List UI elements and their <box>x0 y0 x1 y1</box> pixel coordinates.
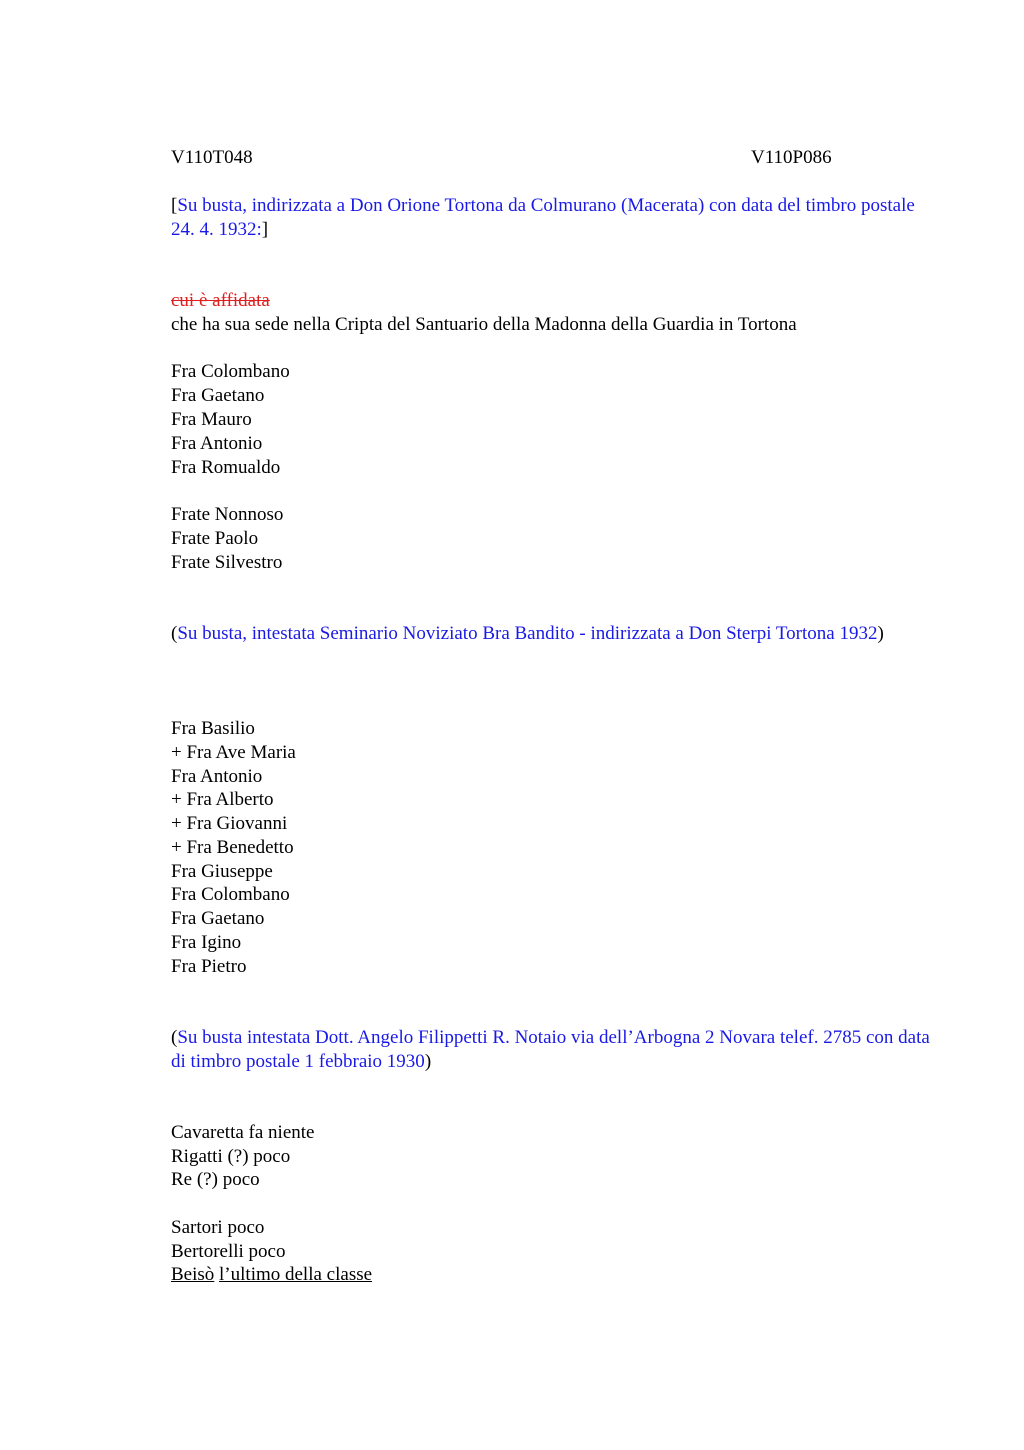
list-item: Fra Romualdo <box>171 457 281 478</box>
paren-open: ( <box>171 1027 178 1048</box>
list-item: Fra Mauro <box>171 409 252 430</box>
envelope-note-2 <box>171 622 931 646</box>
list-item: Rigatti (?) poco <box>171 1146 291 1167</box>
envelope-note-1 <box>171 194 931 242</box>
underlined-rest: l’ultimo della classe <box>219 1264 373 1285</box>
paren-close: ) <box>424 1051 432 1072</box>
list-item: + Fra Alberto <box>171 789 274 810</box>
list-item: Frate Nonnoso <box>171 504 284 525</box>
list-item: Frate Paolo <box>171 528 259 549</box>
list-item: + Fra Ave Maria <box>171 742 296 763</box>
bracket-close: ] <box>261 219 269 240</box>
list-item: Re (?) poco <box>171 1169 260 1190</box>
list-item: Cavaretta fa niente <box>171 1122 315 1143</box>
sede-line: che ha sua sede nella Cripta del Santuario della Madonna della Guardia in Tortona <box>171 314 797 335</box>
deleted-text: cui è affidata <box>171 290 270 311</box>
underlined-name: Beisò <box>171 1264 215 1285</box>
list-item: Fra Gaetano <box>171 908 265 929</box>
bracket-open: [ <box>171 195 178 216</box>
list-item: + Fra Giovanni <box>171 813 288 834</box>
document-code-right: V110P086 <box>751 147 832 168</box>
list-item: Fra Igino <box>171 932 242 953</box>
paren-close: ) <box>877 623 884 644</box>
list-item: Fra Basilio <box>171 718 255 739</box>
list-item: Fra Antonio <box>171 766 263 787</box>
list-item: Fra Giuseppe <box>171 861 273 882</box>
list-item: Fra Colombano <box>171 884 290 905</box>
list-item: Bertorelli poco <box>171 1241 286 1262</box>
list-item: Sartori poco <box>171 1217 265 1238</box>
envelope-note-1-text: Su busta, indirizzata a Don Orione Tortona da Colmurano (Macerata) con data del timbro postale 24. 4. 1932: <box>171 195 915 240</box>
envelope-note-3 <box>171 1026 931 1074</box>
paren-open: ( <box>171 623 178 644</box>
list-item: Fra Antonio <box>171 433 263 454</box>
list-item: + Fra Benedetto <box>171 837 294 858</box>
list-item: Fra Pietro <box>171 956 247 977</box>
last-line <box>171 1263 372 1287</box>
document-code-left: V110T048 <box>171 147 253 168</box>
envelope-note-3-text: Su busta intestata Dott. Angelo Filippetti R. Notaio via dell’Arbogna 2 Novara telef. 2785 con data di timbro postale 1 febbraio 1930 <box>171 1027 930 1072</box>
list-item: Fra Colombano <box>171 361 290 382</box>
envelope-note-2-text: Su busta, intestata Seminario Noviziato Bra Bandito - indirizzata a Don Sterpi Tortona 1932 <box>177 623 878 644</box>
list-item: Frate Silvestro <box>171 552 283 573</box>
list-item: Fra Gaetano <box>171 385 265 406</box>
